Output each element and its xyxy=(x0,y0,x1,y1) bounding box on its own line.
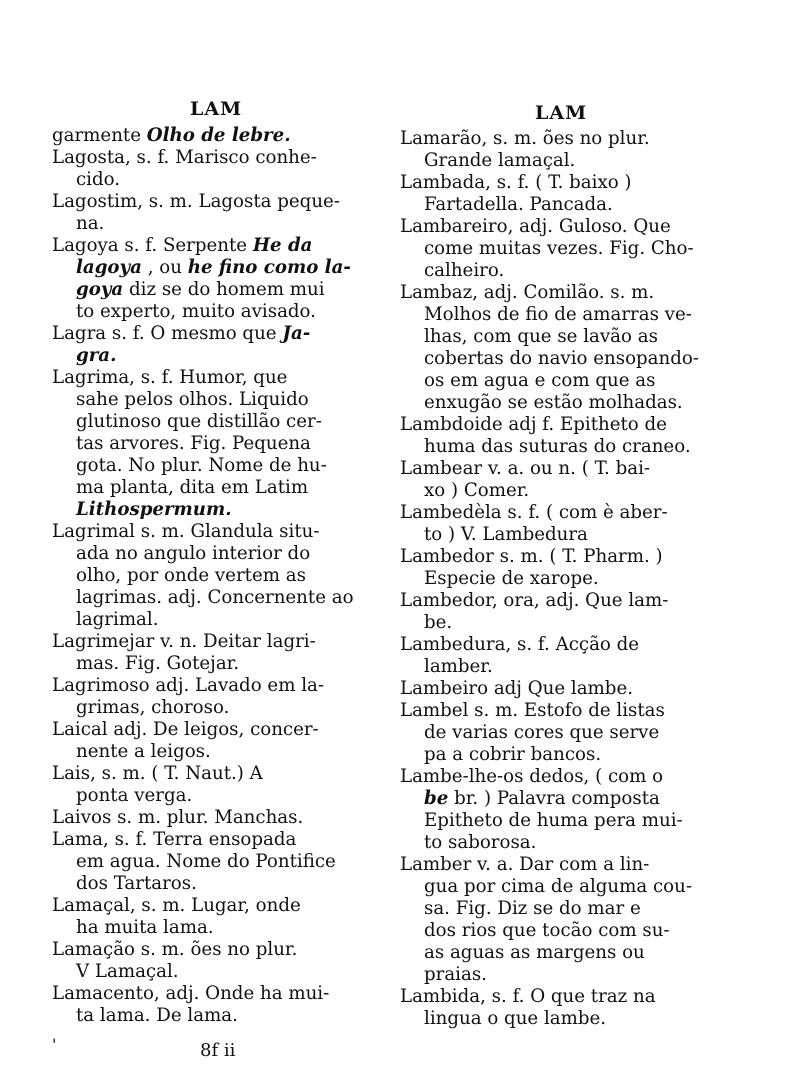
entry-text: lingua o que lambe. xyxy=(424,1008,607,1029)
entry-line-continued xyxy=(400,260,724,282)
italic-text: gra. xyxy=(76,345,117,366)
entry-line-continued xyxy=(400,920,724,942)
entry-line-continued xyxy=(52,433,386,455)
entry-text: Lambida, s. f. O que traz na xyxy=(400,986,656,1007)
entry-text: Lambear v. a. ou n. ( T. bai- xyxy=(400,458,651,479)
entry-text: os em agua e com que as xyxy=(424,370,656,391)
entry-text: Epitheto de huma pera mui- xyxy=(424,810,683,831)
entry-text: dos rios que tocão com su- xyxy=(424,920,670,941)
entry-line-continued xyxy=(52,741,386,763)
entry-line-continued xyxy=(400,480,724,502)
entry-text: Lamber v. a. Dar com a lin- xyxy=(400,854,650,875)
entry-text: to ) V. Lambedura xyxy=(424,524,588,545)
entry-text: Lagrimal s. m. Glandula situ- xyxy=(52,521,320,542)
entry-text: lagrimal. xyxy=(76,609,159,630)
entry-line-continued xyxy=(400,832,724,854)
entry-line-continued xyxy=(400,524,724,546)
entry-line-continued xyxy=(400,304,724,326)
italic-text: be xyxy=(424,788,449,809)
entry-text: xo ) Comer. xyxy=(424,480,530,501)
entry-line-continued xyxy=(400,194,724,216)
entry-text: ma planta, dita em Latim xyxy=(76,477,309,498)
entry-line xyxy=(52,235,386,257)
entry-line xyxy=(400,986,724,1008)
entry-line-continued xyxy=(400,238,724,260)
entry-line-continued xyxy=(52,1005,386,1027)
entry-line-continued xyxy=(400,436,724,458)
italic-text: Ja- xyxy=(282,323,311,344)
entry-text: as aguas as margens ou xyxy=(424,942,645,963)
entry-text: gua por cima de alguma cou- xyxy=(424,876,692,897)
entry-line-continued xyxy=(52,257,386,279)
entry-line-continued xyxy=(52,697,386,719)
entry-line-continued xyxy=(52,917,386,939)
entry-text: Lambdoide adj f. Epitheto de xyxy=(400,414,667,435)
entry-text: Especie de xarope. xyxy=(424,568,599,589)
entry-line-continued xyxy=(52,477,386,499)
entry-text: Lambedor s. m. ( T. Pharm. ) xyxy=(400,546,663,567)
entry-text: garmente xyxy=(52,125,141,146)
entry-text: Grande lamaçal. xyxy=(424,150,576,171)
entry-line-continued xyxy=(52,565,386,587)
entry-line xyxy=(400,414,724,436)
entry-text: lamber. xyxy=(424,656,493,677)
entry-text: mas. Fig. Gotejar. xyxy=(76,653,240,674)
entry-text: Lama, s. f. Terra ensopada xyxy=(52,829,297,850)
entry-line-continued xyxy=(400,656,724,678)
entry-text: Laical adj. De leigos, concer- xyxy=(52,719,319,740)
entry-text: lagrimas. adj. Concernente ao xyxy=(76,587,354,608)
italic-text: lagoya xyxy=(76,257,142,278)
entry-line-continued xyxy=(400,370,724,392)
entry-line-continued xyxy=(400,788,724,810)
entry-text: Lamação s. m. ões no plur. xyxy=(52,939,298,960)
entry-text: br. ) Palavra composta xyxy=(454,788,660,809)
entry-text: Lambel s. m. Estofo de listas xyxy=(400,700,665,721)
entry-text: Lagostim, s. m. Lagosta peque- xyxy=(52,191,340,212)
entry-text: Lagrimoso adj. Lavado em la- xyxy=(52,675,325,696)
entry-line xyxy=(400,502,724,524)
entry-line xyxy=(52,719,386,741)
entry-text: lhas, com que se lavão as xyxy=(424,326,658,347)
entry-line-continued xyxy=(52,609,386,631)
entry-line-continued xyxy=(400,326,724,348)
italic-text: Olho de lebre. xyxy=(146,125,291,146)
entry-line xyxy=(400,766,724,788)
margin-mark: ' xyxy=(52,1035,57,1054)
entry-text: Lamarão, s. m. ões no plur. xyxy=(400,128,650,149)
entry-text: Lagra s. f. O mesmo que xyxy=(52,323,277,344)
entry-line-continued xyxy=(400,898,724,920)
entry-line-continued xyxy=(52,279,386,301)
entry-line xyxy=(52,521,386,543)
entry-text: huma das suturas do craneo. xyxy=(424,436,691,457)
entry-line-continued xyxy=(52,411,386,433)
entry-text: diz se do homem mui xyxy=(129,279,325,300)
entry-line-continued xyxy=(52,499,386,521)
entry-line xyxy=(52,191,386,213)
entry-line xyxy=(52,983,386,1005)
entry-text: ta lama. De lama. xyxy=(76,1005,238,1026)
entry-line xyxy=(52,125,386,147)
entry-text: Lagosta, s. f. Marisco conhe- xyxy=(52,147,317,168)
entry-text: calheiro. xyxy=(424,260,505,281)
entry-text: , ou xyxy=(147,257,182,278)
entry-line xyxy=(400,282,724,304)
entry-text: enxugão se estão molhadas. xyxy=(424,392,683,413)
entry-line-continued xyxy=(400,612,724,634)
entry-line xyxy=(400,546,724,568)
entry-line-continued xyxy=(52,851,386,873)
entry-text: cido. xyxy=(76,169,121,190)
entry-text: de varias cores que serve xyxy=(424,722,660,743)
entry-line xyxy=(52,631,386,653)
italic-text: he fino como la- xyxy=(187,257,351,278)
left-entries xyxy=(52,125,386,1027)
entry-line-continued xyxy=(52,587,386,609)
entry-text: dos Tartaros. xyxy=(76,873,197,894)
entry-text: to experto, muito avisado. xyxy=(76,301,316,322)
entry-line xyxy=(52,829,386,851)
entry-line-continued xyxy=(400,722,724,744)
entry-line-continued xyxy=(52,543,386,565)
entry-text: cobertas do navio ensopando- xyxy=(424,348,699,369)
entry-text: gota. No plur. Nome de hu- xyxy=(76,455,327,476)
entry-text: Lambareiro, adj. Guloso. Que xyxy=(400,216,671,237)
entry-text: grimas, choroso. xyxy=(76,697,230,718)
page-signature: 8f ii xyxy=(200,1040,236,1061)
entry-text: Lagrima, s. f. Humor, que xyxy=(52,367,288,388)
entry-text: to saborosa. xyxy=(424,832,537,853)
entry-line-continued xyxy=(52,345,386,367)
entry-text: V Lamaçal. xyxy=(76,961,179,982)
entry-text: ponta verga. xyxy=(76,785,193,806)
entry-text: em agua. Nome do Pontifice xyxy=(76,851,336,872)
entry-line-continued xyxy=(52,785,386,807)
entry-line xyxy=(52,367,386,389)
entry-line-continued xyxy=(400,810,724,832)
entry-line xyxy=(400,590,724,612)
entry-line-continued xyxy=(400,392,724,414)
italic-text: He da xyxy=(252,235,313,256)
entry-text: Lagoya s. f. Serpente xyxy=(52,235,248,256)
entry-line-continued xyxy=(52,389,386,411)
entry-line-continued xyxy=(400,942,724,964)
entry-line xyxy=(52,939,386,961)
entry-text: Lambe-lhe-os dedos, ( com o xyxy=(400,766,664,787)
left-column-header: LAM xyxy=(190,98,243,120)
entry-line-continued xyxy=(52,873,386,895)
entry-line xyxy=(400,172,724,194)
entry-line xyxy=(52,675,386,697)
entry-text: pa a cobrir bancos. xyxy=(424,744,602,765)
entry-text: na. xyxy=(76,213,105,234)
italic-text: Lithospermum. xyxy=(76,499,232,520)
entry-line xyxy=(400,216,724,238)
entry-text: Lambaz, adj. Comilão. s. m. xyxy=(400,282,655,303)
entry-line xyxy=(400,634,724,656)
entry-line-continued xyxy=(400,150,724,172)
entry-text: tas arvores. Fig. Pequena xyxy=(76,433,311,454)
entry-text: be. xyxy=(424,612,453,633)
entry-line-continued xyxy=(400,348,724,370)
entry-line-continued xyxy=(400,876,724,898)
entry-line xyxy=(52,807,386,829)
entry-line xyxy=(400,458,724,480)
entry-line-continued xyxy=(52,169,386,191)
entry-text: Lambeiro adj Que lambe. xyxy=(400,678,633,699)
entry-text: Laivos s. m. plur. Manchas. xyxy=(52,807,304,828)
italic-text: goya xyxy=(76,279,124,300)
entry-line xyxy=(400,128,724,150)
entry-text: glutinoso que distillão cer- xyxy=(76,411,322,432)
entry-line-continued xyxy=(52,961,386,983)
right-entries xyxy=(400,128,724,1030)
entry-text: Lamacento, adj. Onde ha mui- xyxy=(52,983,330,1004)
entry-line-continued xyxy=(400,568,724,590)
entry-text: Lambedèla s. f. ( com è aber- xyxy=(400,502,668,523)
entry-text: sahe pelos olhos. Liquido xyxy=(76,389,309,410)
entry-text: Lamaçal, s. m. Lugar, onde xyxy=(52,895,301,916)
entry-text: praias. xyxy=(424,964,487,985)
entry-text: ha muita lama. xyxy=(76,917,214,938)
entry-text: Molhos de fio de amarras ve- xyxy=(424,304,692,325)
entry-text: come muitas vezes. Fig. Cho- xyxy=(424,238,694,259)
entry-text: Lambedor, ora, adj. Que lam- xyxy=(400,590,669,611)
entry-line-continued xyxy=(52,653,386,675)
entry-text: Lambedura, s. f. Acção de xyxy=(400,634,640,655)
entry-line-continued xyxy=(52,213,386,235)
entry-text: Lambada, s. f. ( T. baixo ) xyxy=(400,172,632,193)
entry-line xyxy=(52,323,386,345)
entry-text: ada no angulo interior do xyxy=(76,543,311,564)
entry-text: Lagrimejar v. n. Deitar lagri- xyxy=(52,631,316,652)
entry-line xyxy=(400,854,724,876)
entry-text: Fartadella. Pancada. xyxy=(424,194,613,215)
entry-line xyxy=(400,678,724,700)
entry-line-continued xyxy=(52,455,386,477)
entry-text: nente a leigos. xyxy=(76,741,211,762)
entry-line-continued xyxy=(400,744,724,766)
entry-text: Lais, s. m. ( T. Naut.) A xyxy=(52,763,263,784)
entry-line xyxy=(52,147,386,169)
entry-line-continued xyxy=(52,301,386,323)
entry-line xyxy=(400,700,724,722)
entry-text: sa. Fig. Diz se do mar e xyxy=(424,898,641,919)
entry-line xyxy=(52,763,386,785)
entry-line-continued xyxy=(400,964,724,986)
entry-line-continued xyxy=(400,1008,724,1030)
entry-text: olho, por onde vertem as xyxy=(76,565,306,586)
right-column-header: LAM xyxy=(535,102,588,124)
entry-line xyxy=(52,895,386,917)
